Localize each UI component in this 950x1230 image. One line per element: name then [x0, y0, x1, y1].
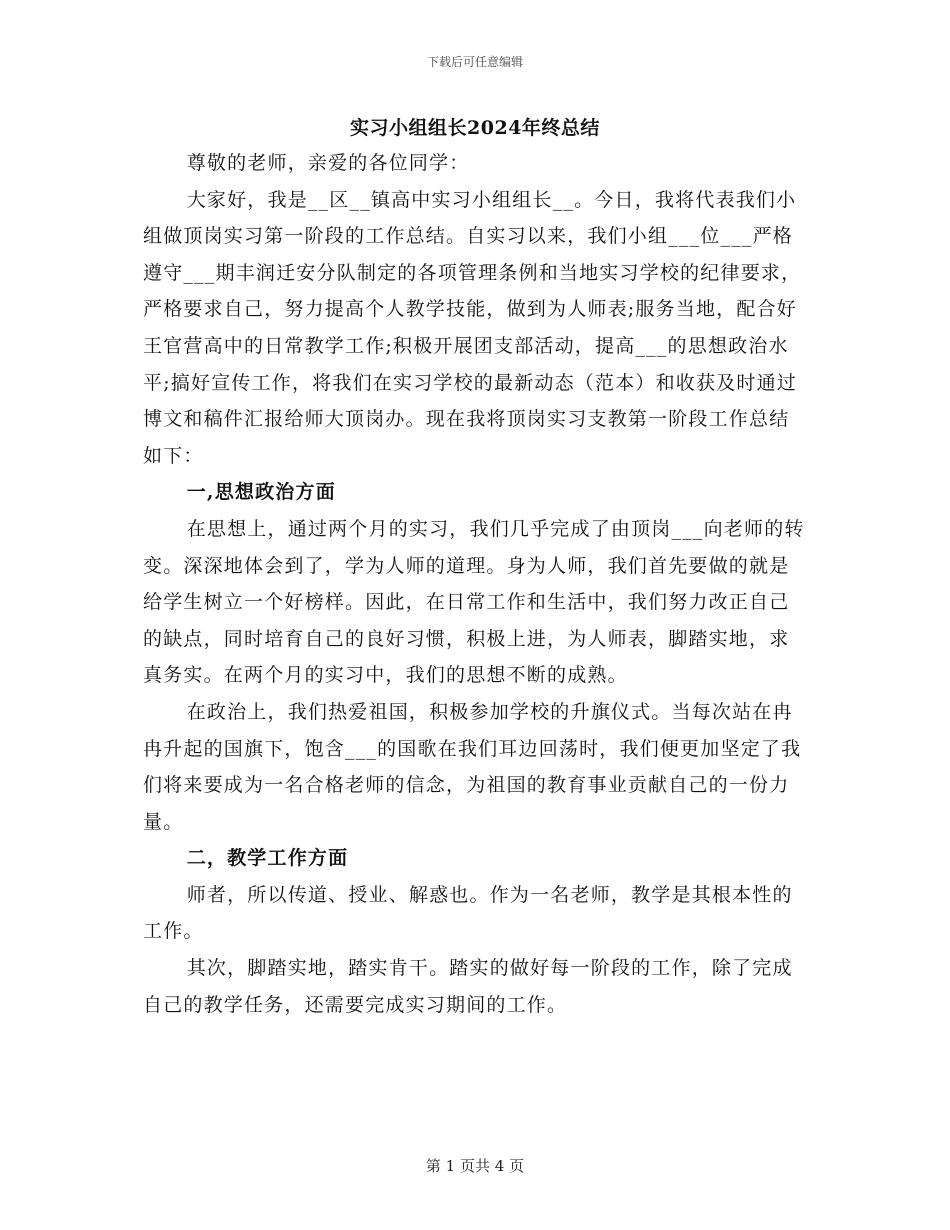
- section-heading-teaching: 二，教学工作方面: [186, 847, 349, 870]
- teaching-paragraph-1: 师者，所以传道、授业、解惑也。作为一名老师，教学是其根本性的工作。: [143, 883, 793, 943]
- teaching-paragraph-2: 其次，脚踏实地，踏实肯干。踏实的做好每一阶段的工作，除了完成自己的教学任务，还需要完成实习期间的工作。: [143, 957, 793, 1016]
- greeting: 尊敬的老师，亲爱的各位同学：: [186, 152, 470, 174]
- document-title: 实习小组组长2024年终总结: [350, 117, 600, 139]
- section-heading-politics: 一,思想政治方面: [186, 481, 336, 504]
- politics-paragraph-2: 在政治上，我们热爱祖国，积极参加学校的升旗仪式。当每次站在冉冉升起的国旗下，饱含___的国歌在我们耳边回荡时，我们便更加坚定了我们将来要成为一名合格老师的信念，为祖国的教育事业贡献自己的一份力量。: [143, 700, 802, 833]
- page-number-footer: 第 1 页共 4 页: [425, 1157, 525, 1175]
- page-header-note: 下载后可任意编辑: [426, 55, 523, 69]
- document-body: [143, 145, 808, 1023]
- intro-paragraph: 大家好，我是__区__镇高中实习小组组长__。今日，我将代表我们小组做顶岗实习第一阶段的工作总结。自实习以来，我们小组___位___严格遵守___期丰润迁安分队制定的各项管理条例和当地实习学校的纪律要求，严格要求自己，努力提高个人教学技能，做到为人师表;服务当地，配合好王官营高中的日常教学工作;积极开展团支部活动，提高___的思想政治水平;搞好宣传工作，将我们在实习学校的最新动态（范本）和收获及时通过博文和稿件汇报给师大顶岗办。现在我将顶岗实习支教第一阶段工作总结如下：: [143, 188, 802, 467]
- politics-paragraph-1: 在思想上，通过两个月的实习，我们几乎完成了由顶岗___向老师的转变。深深地体会到了，学为人师的道理。身为人师，我们首先要做的就是给学生树立一个好榜样。因此，在日常工作和生活中，我们努力改正自己的缺点，同时培育自己的良好习惯，积极上进，为人师表，脚踏实地，求真务实。在两个月的实习中，我们的思想不断的成熟。: [143, 517, 805, 687]
